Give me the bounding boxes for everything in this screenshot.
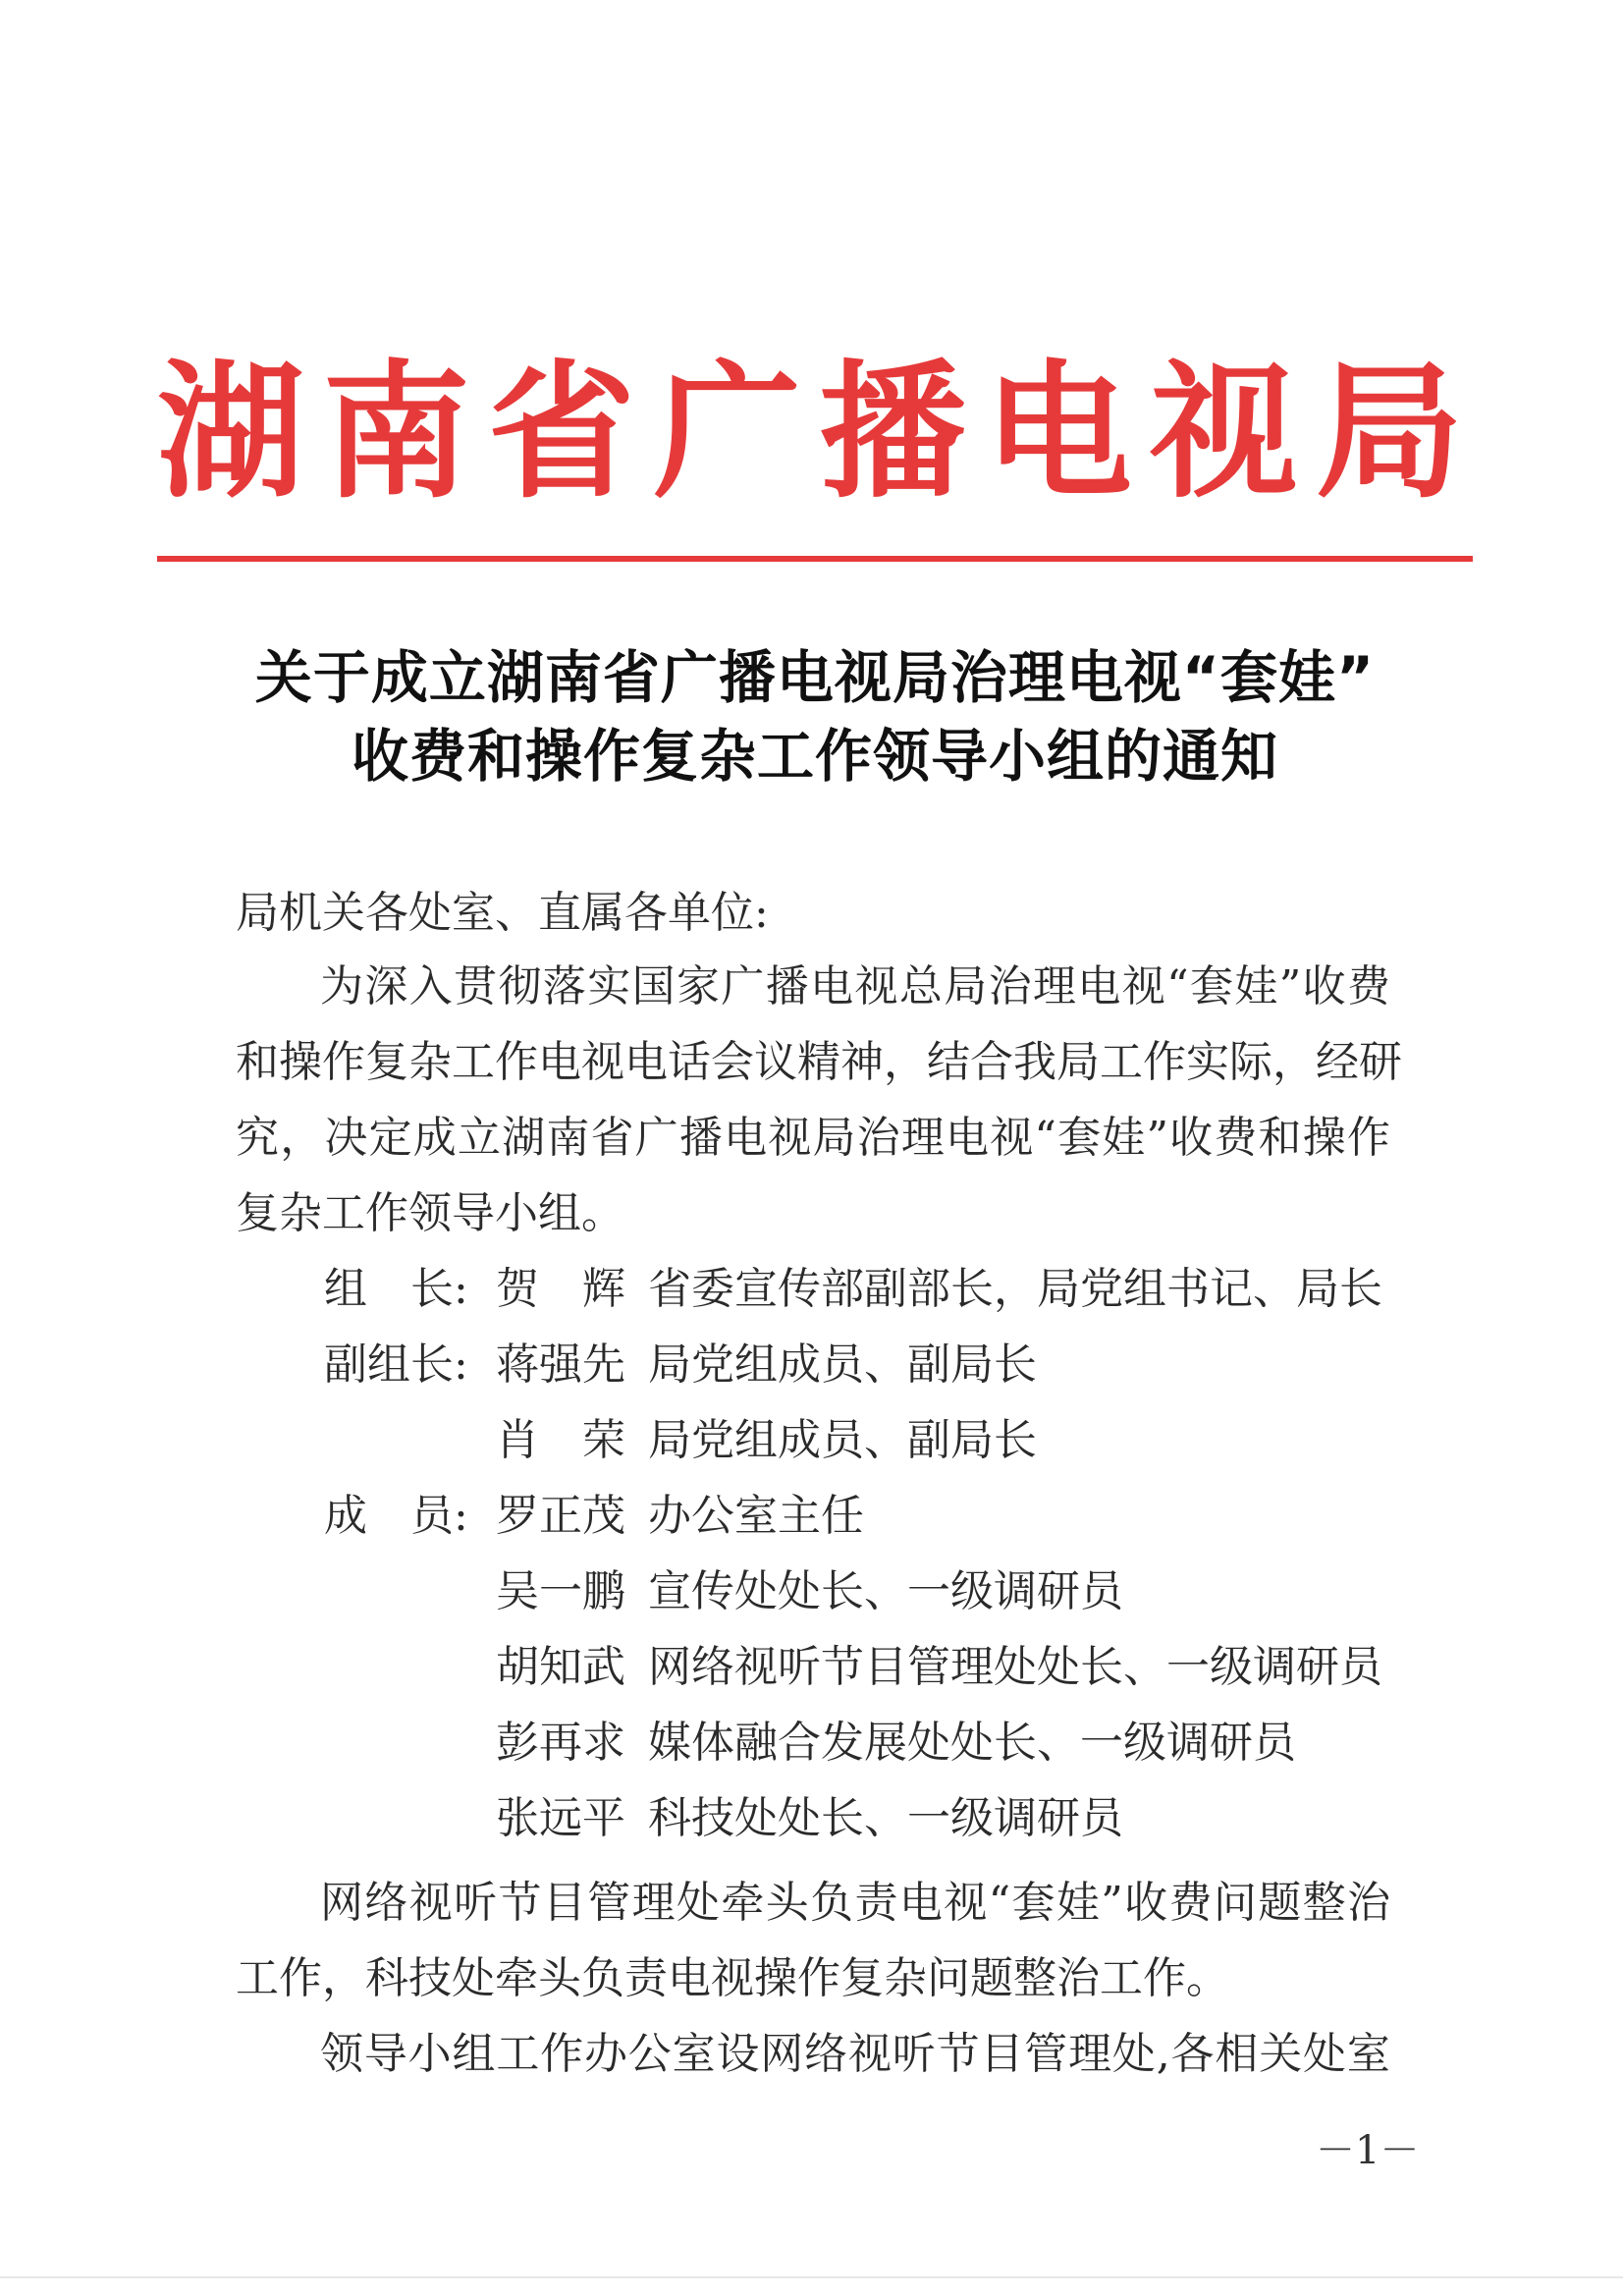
- member-role: 副组长: [324, 1339, 454, 1390]
- char: 实: [587, 961, 631, 1011]
- char: 视: [408, 1878, 453, 1928]
- issuer-char: 视: [1150, 346, 1298, 519]
- char: 套: [1011, 1878, 1055, 1928]
- member-role: 组 长: [324, 1264, 454, 1314]
- char: 作: [495, 1037, 538, 1087]
- char: 费: [1214, 1113, 1258, 1163]
- char: 关: [1259, 2029, 1303, 2079]
- char: 结: [927, 1037, 970, 1087]
- char: 电: [1077, 961, 1121, 1011]
- char: 各: [1170, 2029, 1215, 2079]
- char: 视: [581, 1037, 624, 1087]
- char: 网: [320, 1878, 363, 1928]
- char: 播: [765, 961, 809, 1011]
- char: 省: [590, 1113, 634, 1163]
- char: 理: [631, 1878, 676, 1928]
- intro-line-3: [236, 1109, 1390, 1168]
- char: 办: [583, 2029, 627, 2079]
- char: 目: [542, 1878, 586, 1928]
- member-duty: 省委宣传部副部长，局党组书记、局长: [648, 1264, 1382, 1314]
- char: 治: [856, 1113, 900, 1163]
- char: ”: [1278, 961, 1302, 1011]
- issuer-header: [157, 346, 1463, 519]
- char: 络: [364, 1878, 408, 1928]
- char: 工: [1100, 1037, 1143, 1087]
- char: ,: [1156, 2029, 1170, 2079]
- char: 广: [634, 1113, 678, 1163]
- char: 定: [368, 1113, 412, 1163]
- member-role-colon: :: [454, 1339, 468, 1390]
- char: 视: [847, 2029, 892, 2079]
- char: 作: [540, 2029, 584, 2079]
- member-name: 张远平: [496, 1793, 625, 1843]
- char: 局: [812, 1113, 856, 1163]
- char: 问: [1213, 1878, 1257, 1928]
- member-role-colon: :: [454, 1264, 468, 1314]
- page-number: －1－: [1316, 2128, 1420, 2173]
- char: 作: [1143, 1037, 1186, 1087]
- char: ，: [280, 1113, 324, 1163]
- char: 相: [1215, 2029, 1259, 2079]
- office-line: [320, 2025, 1390, 2084]
- char: 听: [454, 1878, 498, 1928]
- scan-edge: [0, 2276, 1623, 2278]
- header-red-rule: [157, 556, 1473, 562]
- char: 际: [1229, 1037, 1272, 1087]
- char: 作: [1346, 1113, 1390, 1163]
- char: 节: [936, 2029, 980, 2079]
- member-name: 贺 辉: [496, 1264, 625, 1314]
- char: 作: [322, 1037, 365, 1087]
- char: 室: [672, 2029, 716, 2079]
- responsibility-line-2: 工作，科技处牵头负责电视操作复杂问题整治工作。: [236, 1953, 1229, 2003]
- char: 电: [898, 1878, 943, 1928]
- char: 络: [804, 2029, 848, 2079]
- char: 小: [407, 2029, 452, 2079]
- char: 视: [854, 961, 898, 1011]
- char: 理: [1033, 961, 1076, 1011]
- char: 和: [1258, 1113, 1302, 1163]
- char: 为: [320, 961, 363, 1011]
- char: 国: [631, 961, 676, 1011]
- char: 议: [754, 1037, 797, 1087]
- char: 收: [1302, 961, 1346, 1011]
- char: 理: [1068, 2029, 1112, 2079]
- char: 治: [988, 961, 1032, 1011]
- intro-line-1: [320, 957, 1390, 1016]
- member-duty: 网络视听节目管理处处长、一级调研员: [648, 1642, 1382, 1692]
- char: “: [1034, 1113, 1056, 1163]
- char: 处: [676, 1878, 720, 1928]
- char: 设: [716, 2029, 760, 2079]
- char: 总: [898, 961, 943, 1011]
- char: 彻: [498, 961, 542, 1011]
- char: 电: [810, 961, 854, 1011]
- char: 套: [1057, 1113, 1102, 1163]
- char: 处: [1303, 2029, 1347, 2079]
- char: 视: [768, 1113, 812, 1163]
- issuer-char: 播: [819, 346, 967, 519]
- issuer-char: 电: [984, 346, 1132, 519]
- member-duty: 科技处处长、一级调研员: [648, 1793, 1123, 1843]
- char: 成: [412, 1113, 457, 1163]
- char: 理: [900, 1113, 945, 1163]
- char: 听: [892, 2029, 936, 2079]
- char: 室: [1346, 2029, 1390, 2079]
- member-name: 吴一鹏: [496, 1566, 625, 1616]
- char: 落: [542, 961, 586, 1011]
- member-duty: 局党组成员、副局长: [648, 1339, 1037, 1390]
- char: 广: [721, 961, 765, 1011]
- char: 精: [797, 1037, 840, 1087]
- char: 立: [457, 1113, 501, 1163]
- char: 整: [1302, 1878, 1346, 1928]
- salutation: 局机关各处室、直属各单位:: [236, 888, 769, 938]
- char: 套: [1190, 961, 1233, 1011]
- char: 复: [365, 1037, 408, 1087]
- issuer-char: 省: [488, 346, 636, 519]
- char: 视: [990, 1113, 1034, 1163]
- char: 牵: [721, 1878, 765, 1928]
- char: 组: [452, 2029, 496, 2079]
- char: 导: [363, 2029, 407, 2079]
- issuer-char: 局: [1315, 346, 1463, 519]
- char: 贯: [454, 961, 498, 1011]
- char: 电: [538, 1037, 581, 1087]
- char: 视: [944, 1878, 988, 1928]
- intro-line-2: [236, 1033, 1402, 1092]
- char: 治: [1347, 1878, 1390, 1928]
- member-name: 肖 荣: [496, 1415, 625, 1465]
- issuer-char: 湖: [157, 346, 305, 519]
- issuer-char: 南: [322, 346, 470, 519]
- char: 网: [760, 2029, 804, 2079]
- char: 管: [1024, 2029, 1068, 2079]
- char: 管: [587, 1878, 631, 1928]
- issuer-char: 广: [653, 346, 801, 519]
- char: 电: [624, 1037, 668, 1087]
- char: “: [988, 1878, 1011, 1928]
- char: 会: [711, 1037, 754, 1087]
- char: 南: [546, 1113, 590, 1163]
- member-role-colon: :: [454, 1491, 468, 1541]
- document-title-line-1: 关于成立湖南省广播电视局治理电视“套娃”: [254, 644, 1376, 711]
- char: 娃: [1234, 961, 1278, 1011]
- char: 经: [1316, 1037, 1359, 1087]
- member-name: 胡知武: [496, 1642, 625, 1692]
- char: 局: [1056, 1037, 1100, 1087]
- char: ，: [884, 1037, 927, 1087]
- char: 娃: [1055, 1878, 1100, 1928]
- char: 公: [627, 2029, 672, 2079]
- char: 工: [452, 1037, 495, 1087]
- char: 领: [320, 2029, 363, 2079]
- member-name: 蒋强先: [496, 1339, 625, 1390]
- responsibility-line-1: [320, 1874, 1390, 1933]
- char: ”: [1101, 1878, 1123, 1928]
- char: 研: [1359, 1037, 1402, 1087]
- char: 目: [980, 2029, 1024, 2079]
- member-name: 彭再求: [496, 1718, 625, 1768]
- char: 收: [1169, 1113, 1214, 1163]
- member-duty: 局党组成员、副局长: [648, 1415, 1037, 1465]
- char: 操: [279, 1037, 322, 1087]
- intro-line-4: 复杂工作领导小组。: [236, 1188, 624, 1238]
- char: ，: [1272, 1037, 1316, 1087]
- char: 我: [1013, 1037, 1056, 1087]
- char: 杂: [408, 1037, 452, 1087]
- char: 收: [1124, 1878, 1168, 1928]
- char: 责: [854, 1878, 898, 1928]
- char: 费: [1347, 961, 1390, 1011]
- char: 湖: [502, 1113, 546, 1163]
- char: “: [1166, 961, 1189, 1011]
- char: 节: [498, 1878, 542, 1928]
- char: 电: [946, 1113, 989, 1163]
- char: 负: [810, 1878, 854, 1928]
- document-title-line-2: 收费和操作复杂工作领导小组的通知: [351, 723, 1278, 790]
- member-name: 罗正茂: [496, 1491, 625, 1541]
- member-duty: 媒体融合发展处处长、一级调研员: [648, 1718, 1296, 1768]
- char: 入: [408, 961, 453, 1011]
- char: 神: [840, 1037, 884, 1087]
- char: 深: [364, 961, 408, 1011]
- char: 费: [1168, 1878, 1213, 1928]
- char: 合: [970, 1037, 1013, 1087]
- member-duty: 宣传处处长、一级调研员: [648, 1566, 1123, 1616]
- char: 播: [678, 1113, 723, 1163]
- member-role: 成 员: [324, 1491, 454, 1541]
- char: 和: [236, 1037, 279, 1087]
- member-duty: 办公室主任: [648, 1491, 864, 1541]
- char: 电: [724, 1113, 768, 1163]
- char: 实: [1186, 1037, 1229, 1087]
- char: ”: [1146, 1113, 1168, 1163]
- char: 操: [1302, 1113, 1346, 1163]
- char: 视: [1121, 961, 1165, 1011]
- char: 工: [496, 2029, 540, 2079]
- char: 题: [1258, 1878, 1302, 1928]
- char: 头: [765, 1878, 809, 1928]
- char: 处: [1111, 2029, 1156, 2079]
- char: 决: [324, 1113, 368, 1163]
- char: 家: [676, 961, 720, 1011]
- char: 话: [668, 1037, 711, 1087]
- char: 究: [236, 1113, 279, 1163]
- char: 娃: [1102, 1113, 1146, 1163]
- char: 局: [944, 961, 988, 1011]
